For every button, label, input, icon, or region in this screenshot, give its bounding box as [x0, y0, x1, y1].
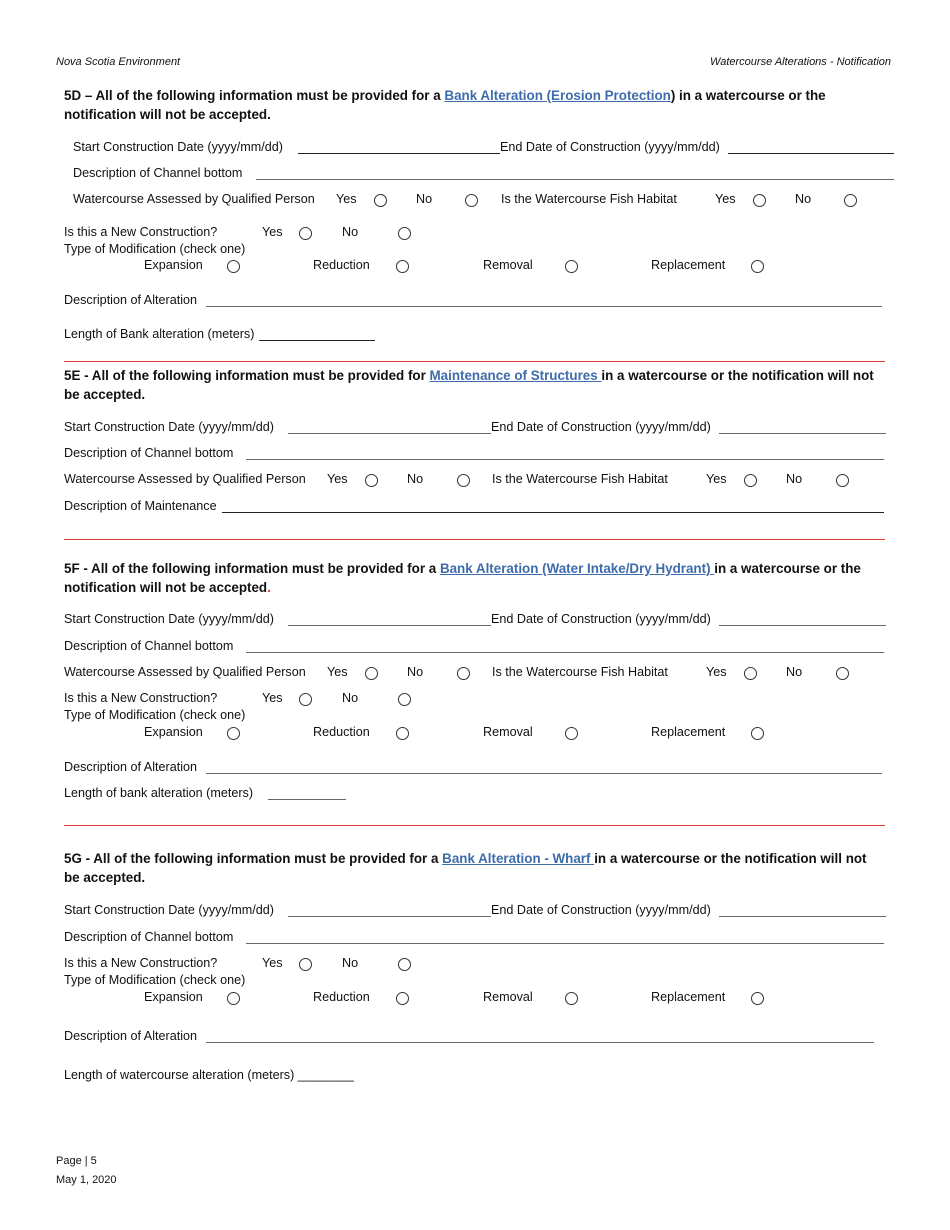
- section-divider: [64, 361, 885, 362]
- desc-alteration-field-5g[interactable]: [206, 1042, 874, 1043]
- channel-bottom-label-5g: Description of Channel bottom: [64, 930, 234, 944]
- fish-no-radio-5e[interactable]: [836, 474, 849, 487]
- removal-radio-5f[interactable]: [565, 727, 578, 740]
- new-construction-label-5f: Is this a New Construction?: [64, 691, 218, 705]
- new-yes-label-5d: Yes: [262, 225, 283, 239]
- start-date-label-5e: Start Construction Date (yyyy/mm/dd): [64, 420, 274, 434]
- desc-alteration-field-5d[interactable]: [206, 306, 882, 307]
- desc-maintenance-label-5e: Description of Maintenance: [64, 499, 217, 513]
- new-no-label-5g: No: [342, 956, 359, 970]
- start-date-label-5f: Start Construction Date (yyyy/mm/dd): [64, 612, 274, 626]
- mod-type-label-5g: Type of Modification (check one): [64, 973, 246, 987]
- section-5f-title: 5F - All of the following information must be provided for a Bank Alteration (Water Intake/Dry Hydrant) in a watercourse or the notification will not be accepted.: [64, 561, 861, 595]
- channel-bottom-label-5e: Description of Channel bottom: [64, 446, 234, 460]
- section-5f-link[interactable]: Bank Alteration (Water Intake/Dry Hydrant): [439, 561, 715, 576]
- end-date-field-5g[interactable]: [719, 916, 886, 917]
- section-5d-link[interactable]: Bank Alteration (Erosion Protection: [444, 88, 671, 103]
- expansion-radio-5d[interactable]: [227, 260, 240, 273]
- removal-radio-5d[interactable]: [565, 260, 578, 273]
- fish-habitat-label-5f: Is the Watercourse Fish Habitat: [492, 665, 668, 679]
- assessed-no-label-5e: No: [407, 472, 424, 486]
- new-construction-label-5d: Is this a New Construction?: [64, 225, 218, 239]
- end-date-field-5d[interactable]: [728, 153, 894, 154]
- end-date-field-5f[interactable]: [719, 625, 886, 626]
- fish-yes-label-5d: Yes: [715, 192, 736, 206]
- fish-yes-label-5e: Yes: [706, 472, 727, 486]
- new-yes-radio-5g[interactable]: [299, 958, 312, 971]
- start-date-field-5f[interactable]: [288, 625, 491, 626]
- fish-yes-label-5f: Yes: [706, 665, 727, 679]
- channel-bottom-field-5f[interactable]: [246, 652, 884, 653]
- start-date-label-5d: Start Construction Date (yyyy/mm/dd): [73, 140, 283, 154]
- replacement-radio-5g[interactable]: [751, 992, 764, 1005]
- desc-alteration-label-5d: Description of Alteration: [64, 293, 198, 307]
- assessed-no-label-5d: No: [416, 192, 433, 206]
- section-5g-link[interactable]: Bank Alteration - Wharf: [442, 851, 595, 866]
- reduction-label-5f: Reduction: [313, 725, 370, 739]
- bank-length-label-5f: Length of bank alteration (meters): [64, 786, 254, 800]
- fish-no-radio-5f[interactable]: [836, 667, 849, 680]
- assessed-yes-radio-5d[interactable]: [374, 194, 387, 207]
- channel-bottom-field-5g[interactable]: [246, 943, 884, 944]
- desc-alteration-label-5f: Description of Alteration: [64, 760, 198, 774]
- section-divider: [64, 825, 885, 826]
- end-date-label-5e: End Date of Construction (yyyy/mm/dd): [491, 420, 711, 434]
- new-no-label-5f: No: [342, 691, 359, 705]
- assessed-no-radio-5d[interactable]: [465, 194, 478, 207]
- reduction-label-5d: Reduction: [313, 258, 370, 272]
- reduction-radio-5g[interactable]: [396, 992, 409, 1005]
- assessed-no-radio-5e[interactable]: [457, 474, 470, 487]
- start-date-field-5g[interactable]: [288, 916, 491, 917]
- fish-habitat-label-5e: Is the Watercourse Fish Habitat: [492, 472, 668, 486]
- header-right: Watercourse Alterations - Notification: [710, 56, 891, 68]
- assessed-yes-label-5e: Yes: [327, 472, 348, 486]
- fish-habitat-label-5d: Is the Watercourse Fish Habitat: [501, 192, 677, 206]
- fish-no-label-5d: No: [795, 192, 812, 206]
- desc-alteration-label-5g: Description of Alteration: [64, 1029, 198, 1043]
- replacement-radio-5f[interactable]: [751, 727, 764, 740]
- assessed-label-5f: Watercourse Assessed by Qualified Person: [64, 665, 306, 679]
- fish-yes-radio-5e[interactable]: [744, 474, 757, 487]
- new-yes-radio-5d[interactable]: [299, 227, 312, 240]
- replacement-label-5d: Replacement: [651, 258, 726, 272]
- replacement-label-5f: Replacement: [651, 725, 726, 739]
- watercourse-length-label-5g: Length of watercourse alteration (meters) ________: [64, 1068, 354, 1082]
- section-5e-title: 5E - All of the following information must be provided for Maintenance of Structures in a watercourse or the notification will not be accepted.: [64, 368, 874, 402]
- fish-yes-radio-5f[interactable]: [744, 667, 757, 680]
- page-number: Page | 5: [56, 1155, 97, 1167]
- removal-label-5f: Removal: [483, 725, 533, 739]
- header-left: Nova Scotia Environment: [56, 56, 181, 68]
- assessed-yes-label-5f: Yes: [327, 665, 348, 679]
- mod-type-label-5d: Type of Modification (check one): [64, 242, 246, 256]
- end-date-label-5f: End Date of Construction (yyyy/mm/dd): [491, 612, 711, 626]
- bank-length-field-5f[interactable]: [268, 799, 346, 800]
- new-no-radio-5g[interactable]: [398, 958, 411, 971]
- fish-yes-radio-5d[interactable]: [753, 194, 766, 207]
- start-date-field-5d[interactable]: [298, 153, 500, 154]
- removal-label-5g: Removal: [483, 990, 533, 1004]
- channel-bottom-label-5f: Description of Channel bottom: [64, 639, 234, 653]
- assessed-label-5e: Watercourse Assessed by Qualified Person: [64, 472, 306, 486]
- fish-no-label-5e: No: [786, 472, 803, 486]
- assessed-yes-radio-5f[interactable]: [365, 667, 378, 680]
- expansion-label-5d: Expansion: [144, 258, 203, 272]
- footer-date: May 1, 2020: [56, 1174, 117, 1186]
- reduction-radio-5f[interactable]: [396, 727, 409, 740]
- channel-bottom-field-5e[interactable]: [246, 459, 884, 460]
- new-no-radio-5d[interactable]: [398, 227, 411, 240]
- assessed-yes-label-5d: Yes: [336, 192, 357, 206]
- new-yes-label-5g: Yes: [262, 956, 283, 970]
- start-date-label-5g: Start Construction Date (yyyy/mm/dd): [64, 903, 274, 917]
- reduction-label-5g: Reduction: [313, 990, 370, 1004]
- new-construction-label-5g: Is this a New Construction?: [64, 956, 218, 970]
- desc-maintenance-field-5e[interactable]: [222, 512, 884, 513]
- new-yes-label-5f: Yes: [262, 691, 283, 705]
- assessed-no-radio-5f[interactable]: [457, 667, 470, 680]
- section-5e-link[interactable]: Maintenance of Structures: [429, 368, 602, 383]
- new-yes-radio-5f[interactable]: [299, 693, 312, 706]
- expansion-radio-5f[interactable]: [227, 727, 240, 740]
- new-no-radio-5f[interactable]: [398, 693, 411, 706]
- start-date-field-5e[interactable]: [288, 433, 491, 434]
- new-no-label-5d: No: [342, 225, 359, 239]
- removal-label-5d: Removal: [483, 258, 533, 272]
- end-date-label-5g: End Date of Construction (yyyy/mm/dd): [491, 903, 711, 917]
- expansion-label-5f: Expansion: [144, 725, 203, 739]
- fish-no-radio-5d[interactable]: [844, 194, 857, 207]
- assessed-no-label-5f: No: [407, 665, 424, 679]
- reduction-radio-5d[interactable]: [396, 260, 409, 273]
- section-divider: [64, 539, 885, 540]
- expansion-radio-5g[interactable]: [227, 992, 240, 1005]
- bank-length-field-5d[interactable]: [259, 340, 375, 341]
- end-date-label-5d: End Date of Construction (yyyy/mm/dd): [500, 140, 720, 154]
- removal-radio-5g[interactable]: [565, 992, 578, 1005]
- bank-length-label-5d: Length of Bank alteration (meters): [64, 327, 255, 341]
- fish-no-label-5f: No: [786, 665, 803, 679]
- end-date-field-5e[interactable]: [719, 433, 886, 434]
- section-5g-title: 5G - All of the following information must be provided for a Bank Alteration - Wharf in a watercourse or the notification will not be accepted.: [64, 851, 867, 885]
- replacement-radio-5d[interactable]: [751, 260, 764, 273]
- mod-type-label-5f: Type of Modification (check one): [64, 708, 246, 722]
- expansion-label-5g: Expansion: [144, 990, 203, 1004]
- assessed-label-5d: Watercourse Assessed by Qualified Person: [73, 192, 315, 206]
- channel-bottom-label-5d: Description of Channel bottom: [73, 166, 243, 180]
- section-5d-title: 5D – All of the following information must be provided for a Bank Alteration (Erosion Protection) in a watercourse or the notification will not be accepted.: [64, 88, 826, 122]
- assessed-yes-radio-5e[interactable]: [365, 474, 378, 487]
- channel-bottom-field-5d[interactable]: [256, 179, 894, 180]
- desc-alteration-field-5f[interactable]: [206, 773, 882, 774]
- replacement-label-5g: Replacement: [651, 990, 726, 1004]
